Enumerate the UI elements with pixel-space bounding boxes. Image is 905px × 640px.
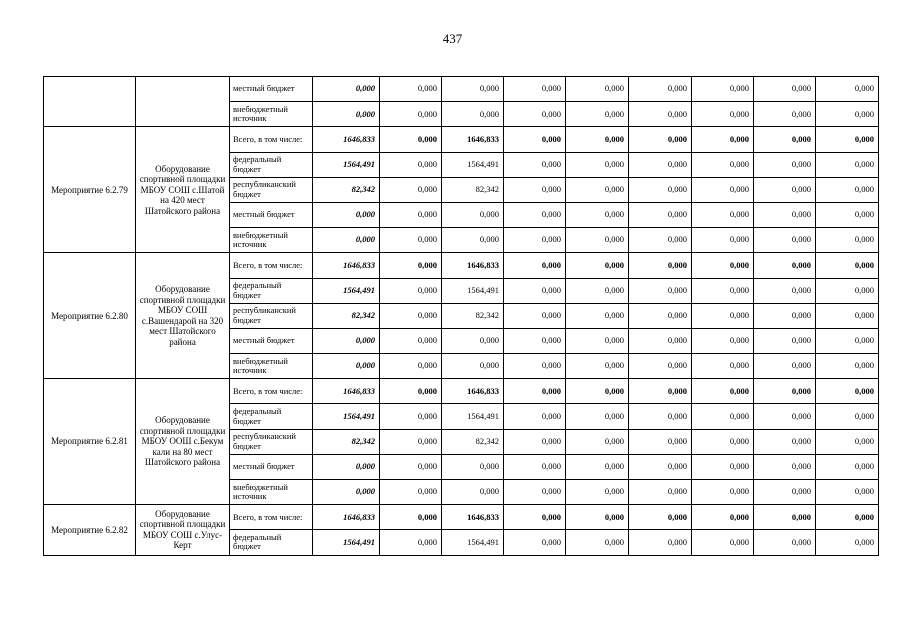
value-cell: 0,000: [566, 404, 629, 429]
value-cell: 0,000: [629, 202, 692, 227]
value-cell: 0,000: [629, 102, 692, 127]
value-cell: 0,000: [816, 127, 879, 152]
value-cell: 0,000: [816, 228, 879, 253]
event-cell: Мероприятие 6.2.81: [44, 379, 136, 505]
value-cell: 0,000: [629, 429, 692, 454]
value-cell: 0,000: [692, 152, 754, 177]
value-cell: 0,000: [442, 102, 504, 127]
value-cell: 0,000: [816, 278, 879, 303]
value-cell: 0,000: [692, 505, 754, 530]
value-cell: 0,000: [566, 152, 629, 177]
value-cell: 0,000: [629, 77, 692, 102]
value-cell: 0,000: [504, 278, 566, 303]
value-cell: 0,000: [692, 202, 754, 227]
value-cell: 1564,491: [442, 152, 504, 177]
value-cell: 0,000: [754, 379, 816, 404]
value-cell: 0,000: [754, 530, 816, 555]
value-cell: 0,000: [380, 228, 442, 253]
value-cell: 0,000: [754, 152, 816, 177]
value-cell: 0,000: [816, 404, 879, 429]
value-cell: 0,000: [692, 354, 754, 379]
value-cell: 0,000: [692, 328, 754, 353]
value-cell: 1646,833: [442, 379, 504, 404]
value-cell: 0,000: [692, 228, 754, 253]
funding-source-cell: республиканский бюджет: [230, 303, 313, 328]
funding-source-cell: федеральный бюджет: [230, 404, 313, 429]
description-cell: [136, 77, 230, 127]
value-cell: 0,000: [754, 228, 816, 253]
value-cell: 0,000: [380, 480, 442, 505]
funding-source-cell: республиканский бюджет: [230, 177, 313, 202]
value-cell: 0,000: [754, 127, 816, 152]
value-cell: 0,000: [754, 278, 816, 303]
value-cell: 0,000: [629, 152, 692, 177]
value-cell: 0,000: [629, 278, 692, 303]
total-cell: 0,000: [313, 77, 380, 102]
value-cell: 0,000: [692, 303, 754, 328]
table-row: [44, 77, 879, 102]
value-cell: 0,000: [629, 480, 692, 505]
value-cell: 0,000: [566, 102, 629, 127]
total-cell: 82,342: [313, 303, 380, 328]
value-cell: 0,000: [566, 429, 629, 454]
event-cell: Мероприятие 6.2.82: [44, 505, 136, 555]
value-cell: 0,000: [380, 253, 442, 278]
value-cell: 0,000: [816, 177, 879, 202]
value-cell: 0,000: [692, 102, 754, 127]
value-cell: 0,000: [566, 505, 629, 530]
funding-source-cell: внебюджетный источник: [230, 480, 313, 505]
table-body: [44, 77, 879, 556]
total-cell: 0,000: [313, 454, 380, 479]
funding-source-cell: федеральный бюджет: [230, 278, 313, 303]
value-cell: 0,000: [692, 77, 754, 102]
value-cell: 0,000: [566, 177, 629, 202]
value-cell: 0,000: [380, 278, 442, 303]
value-cell: 0,000: [504, 77, 566, 102]
value-cell: 0,000: [504, 530, 566, 555]
total-cell: 0,000: [313, 202, 380, 227]
value-cell: 0,000: [692, 480, 754, 505]
table-row: [44, 127, 879, 152]
funding-source-cell: местный бюджет: [230, 454, 313, 479]
value-cell: 0,000: [754, 303, 816, 328]
value-cell: 0,000: [692, 127, 754, 152]
funding-source-cell: федеральный бюджет: [230, 530, 313, 555]
value-cell: 0,000: [629, 328, 692, 353]
funding-source-cell: местный бюджет: [230, 328, 313, 353]
value-cell: 1564,491: [442, 404, 504, 429]
value-cell: 0,000: [566, 530, 629, 555]
total-cell: 1564,491: [313, 152, 380, 177]
value-cell: 0,000: [504, 429, 566, 454]
value-cell: 0,000: [442, 328, 504, 353]
value-cell: 1564,491: [442, 530, 504, 555]
value-cell: 0,000: [629, 253, 692, 278]
value-cell: 1646,833: [442, 127, 504, 152]
table-row: [44, 505, 879, 530]
funding-source-cell: республиканский бюджет: [230, 429, 313, 454]
value-cell: 0,000: [442, 202, 504, 227]
value-cell: 0,000: [692, 177, 754, 202]
value-cell: 0,000: [380, 177, 442, 202]
value-cell: 0,000: [629, 530, 692, 555]
funding-source-cell: Всего, в том числе:: [230, 379, 313, 404]
value-cell: 0,000: [816, 429, 879, 454]
value-cell: 0,000: [754, 429, 816, 454]
value-cell: 0,000: [816, 354, 879, 379]
value-cell: 0,000: [504, 253, 566, 278]
funding-source-cell: внебюджетный источник: [230, 228, 313, 253]
value-cell: 0,000: [380, 152, 442, 177]
funding-source-cell: внебюджетный источник: [230, 102, 313, 127]
value-cell: 0,000: [380, 127, 442, 152]
budget-table: [43, 76, 879, 556]
value-cell: 0,000: [629, 454, 692, 479]
funding-source-cell: Всего, в том числе:: [230, 505, 313, 530]
value-cell: 0,000: [504, 102, 566, 127]
value-cell: 0,000: [380, 505, 442, 530]
description-cell: Оборудование спортивной площадки МБОУ СОШ с.Шатой на 420 мест Шатойского района: [136, 127, 230, 253]
total-cell: 1646,833: [313, 253, 380, 278]
total-cell: 1564,491: [313, 278, 380, 303]
value-cell: 0,000: [629, 505, 692, 530]
value-cell: 0,000: [816, 102, 879, 127]
value-cell: 0,000: [629, 177, 692, 202]
total-cell: 1564,491: [313, 404, 380, 429]
value-cell: 0,000: [816, 152, 879, 177]
total-cell: 0,000: [313, 328, 380, 353]
value-cell: 0,000: [754, 102, 816, 127]
value-cell: 0,000: [629, 303, 692, 328]
value-cell: 0,000: [629, 228, 692, 253]
value-cell: 0,000: [816, 77, 879, 102]
value-cell: 0,000: [504, 505, 566, 530]
value-cell: 82,342: [442, 177, 504, 202]
value-cell: 0,000: [442, 77, 504, 102]
value-cell: 1646,833: [442, 505, 504, 530]
value-cell: 0,000: [442, 354, 504, 379]
value-cell: 0,000: [816, 505, 879, 530]
value-cell: 0,000: [629, 127, 692, 152]
value-cell: 0,000: [566, 480, 629, 505]
funding-source-cell: местный бюджет: [230, 202, 313, 227]
value-cell: 0,000: [692, 404, 754, 429]
value-cell: 0,000: [442, 454, 504, 479]
value-cell: 0,000: [504, 354, 566, 379]
value-cell: 0,000: [816, 303, 879, 328]
value-cell: 0,000: [380, 102, 442, 127]
total-cell: 1646,833: [313, 379, 380, 404]
funding-source-cell: Всего, в том числе:: [230, 253, 313, 278]
value-cell: 82,342: [442, 303, 504, 328]
total-cell: 0,000: [313, 354, 380, 379]
value-cell: 82,342: [442, 429, 504, 454]
value-cell: 0,000: [380, 354, 442, 379]
value-cell: 0,000: [754, 202, 816, 227]
event-cell: Мероприятие 6.2.80: [44, 253, 136, 379]
value-cell: 0,000: [504, 303, 566, 328]
value-cell: 0,000: [754, 404, 816, 429]
value-cell: 0,000: [380, 530, 442, 555]
event-cell: [44, 77, 136, 127]
value-cell: 0,000: [816, 480, 879, 505]
value-cell: 0,000: [380, 454, 442, 479]
value-cell: 0,000: [692, 278, 754, 303]
total-cell: 0,000: [313, 102, 380, 127]
description-cell: Оборудование спортивной площадки МБОУ СОШ с.Улус-Керт: [136, 505, 230, 555]
value-cell: 0,000: [504, 177, 566, 202]
value-cell: 0,000: [380, 77, 442, 102]
funding-source-cell: Всего, в том числе:: [230, 127, 313, 152]
value-cell: 0,000: [629, 379, 692, 404]
total-cell: 1646,833: [313, 505, 380, 530]
value-cell: 0,000: [754, 505, 816, 530]
event-cell: Мероприятие 6.2.79: [44, 127, 136, 253]
value-cell: 0,000: [566, 253, 629, 278]
description-cell: Оборудование спортивной площадки МБОУ ООШ с.Бекум кали на 80 мест Шатойского района: [136, 379, 230, 505]
value-cell: 0,000: [504, 228, 566, 253]
value-cell: 0,000: [380, 379, 442, 404]
value-cell: 0,000: [629, 354, 692, 379]
value-cell: 0,000: [754, 354, 816, 379]
value-cell: 0,000: [380, 429, 442, 454]
value-cell: 0,000: [816, 454, 879, 479]
value-cell: 0,000: [566, 303, 629, 328]
value-cell: 0,000: [692, 530, 754, 555]
value-cell: 0,000: [754, 480, 816, 505]
value-cell: 0,000: [504, 328, 566, 353]
value-cell: 0,000: [566, 328, 629, 353]
value-cell: 0,000: [692, 253, 754, 278]
description-cell: Оборудование спортивной площадки МБОУ СОШ с.Вашендарой на 320 мест Шатойского района: [136, 253, 230, 379]
page-number: 437: [442, 31, 463, 46]
total-cell: 1646,833: [313, 127, 380, 152]
value-cell: 0,000: [380, 303, 442, 328]
total-cell: 82,342: [313, 177, 380, 202]
value-cell: 0,000: [754, 253, 816, 278]
value-cell: 0,000: [380, 328, 442, 353]
value-cell: 1564,491: [442, 278, 504, 303]
value-cell: 0,000: [566, 228, 629, 253]
value-cell: 0,000: [504, 152, 566, 177]
value-cell: 0,000: [504, 454, 566, 479]
value-cell: 0,000: [816, 328, 879, 353]
funding-source-cell: внебюджетный источник: [230, 354, 313, 379]
value-cell: 0,000: [566, 202, 629, 227]
value-cell: 0,000: [442, 228, 504, 253]
total-cell: 0,000: [313, 480, 380, 505]
value-cell: 0,000: [816, 202, 879, 227]
total-cell: 0,000: [313, 228, 380, 253]
value-cell: 0,000: [380, 202, 442, 227]
funding-source-cell: местный бюджет: [230, 77, 313, 102]
value-cell: 0,000: [629, 404, 692, 429]
table-row: [44, 379, 879, 404]
value-cell: 0,000: [816, 379, 879, 404]
value-cell: 0,000: [566, 354, 629, 379]
value-cell: 0,000: [504, 379, 566, 404]
value-cell: 0,000: [566, 127, 629, 152]
value-cell: 0,000: [504, 202, 566, 227]
funding-source-cell: федеральный бюджет: [230, 152, 313, 177]
table-row: [44, 253, 879, 278]
value-cell: 0,000: [504, 480, 566, 505]
total-cell: 1564,491: [313, 530, 380, 555]
value-cell: 0,000: [442, 480, 504, 505]
value-cell: 0,000: [754, 454, 816, 479]
value-cell: 0,000: [816, 253, 879, 278]
value-cell: 0,000: [380, 404, 442, 429]
value-cell: 0,000: [754, 328, 816, 353]
value-cell: 0,000: [692, 429, 754, 454]
value-cell: 1646,833: [442, 253, 504, 278]
total-cell: 82,342: [313, 429, 380, 454]
value-cell: 0,000: [692, 454, 754, 479]
value-cell: 0,000: [566, 278, 629, 303]
value-cell: 0,000: [504, 404, 566, 429]
value-cell: 0,000: [504, 127, 566, 152]
value-cell: 0,000: [692, 379, 754, 404]
value-cell: 0,000: [566, 379, 629, 404]
value-cell: 0,000: [816, 530, 879, 555]
value-cell: 0,000: [566, 454, 629, 479]
value-cell: 0,000: [754, 177, 816, 202]
value-cell: 0,000: [566, 77, 629, 102]
value-cell: 0,000: [754, 77, 816, 102]
